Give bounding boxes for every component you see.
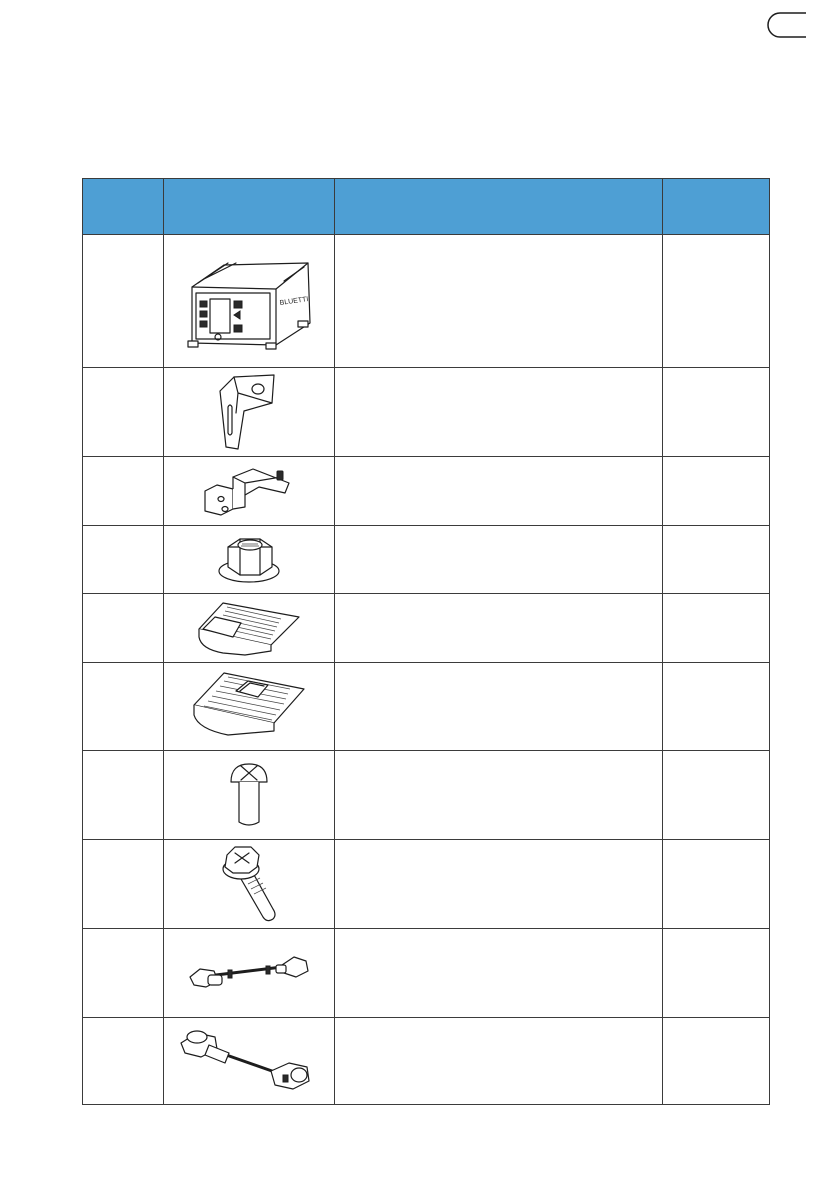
qty-cell	[662, 235, 769, 368]
l-bracket-icon	[214, 373, 284, 451]
name-cell	[335, 1018, 662, 1105]
name-cell	[335, 457, 662, 526]
name-cell	[335, 663, 662, 751]
table-row	[83, 1018, 770, 1105]
table-row	[83, 840, 770, 929]
page-number-tab-icon	[766, 12, 806, 38]
qty-cell	[662, 526, 769, 594]
flange-nut-icon	[214, 533, 284, 587]
z-bracket-icon	[199, 463, 299, 519]
table-row	[83, 235, 770, 368]
table-row	[83, 526, 770, 594]
name-cell	[335, 526, 662, 594]
name-cell	[335, 840, 662, 929]
rubber-foot-pad-slot-icon	[188, 669, 310, 745]
table-header-row	[83, 179, 770, 235]
row-number-cell	[83, 840, 164, 929]
name-cell	[335, 368, 662, 457]
round-head-screw-icon	[227, 760, 271, 830]
row-number-cell	[83, 751, 164, 840]
row-number-cell	[83, 663, 164, 751]
rubber-foot-pad-icon	[193, 599, 305, 657]
qty-cell	[662, 840, 769, 929]
packing-list-table	[82, 178, 770, 1105]
qty-cell	[662, 368, 769, 457]
header-qty	[662, 179, 769, 235]
row-number-cell	[83, 235, 164, 368]
name-cell	[335, 594, 662, 663]
name-cell	[335, 929, 662, 1018]
table-row	[83, 594, 770, 663]
qty-cell	[662, 751, 769, 840]
short-cable-icon	[186, 951, 312, 995]
table-row	[83, 751, 770, 840]
qty-cell	[662, 663, 769, 751]
long-cable-icon	[175, 1023, 323, 1099]
table-row	[83, 457, 770, 526]
qty-cell	[662, 457, 769, 526]
qty-cell	[662, 929, 769, 1018]
qty-cell	[662, 594, 769, 663]
power-module-icon	[184, 251, 314, 351]
header-no	[83, 179, 164, 235]
row-number-cell	[83, 526, 164, 594]
table-row	[83, 929, 770, 1018]
qty-cell	[662, 1018, 769, 1105]
row-number-cell	[83, 929, 164, 1018]
header-picture	[164, 179, 335, 235]
header-name	[335, 179, 662, 235]
device-logo: BLUETTI	[279, 296, 310, 307]
row-number-cell	[83, 594, 164, 663]
table-row	[83, 368, 770, 457]
row-number-cell	[83, 457, 164, 526]
hex-bolt-washer-icon	[219, 843, 279, 925]
row-number-cell	[83, 1018, 164, 1105]
name-cell	[335, 235, 662, 368]
table-row	[83, 663, 770, 751]
row-number-cell	[83, 368, 164, 457]
name-cell	[335, 751, 662, 840]
